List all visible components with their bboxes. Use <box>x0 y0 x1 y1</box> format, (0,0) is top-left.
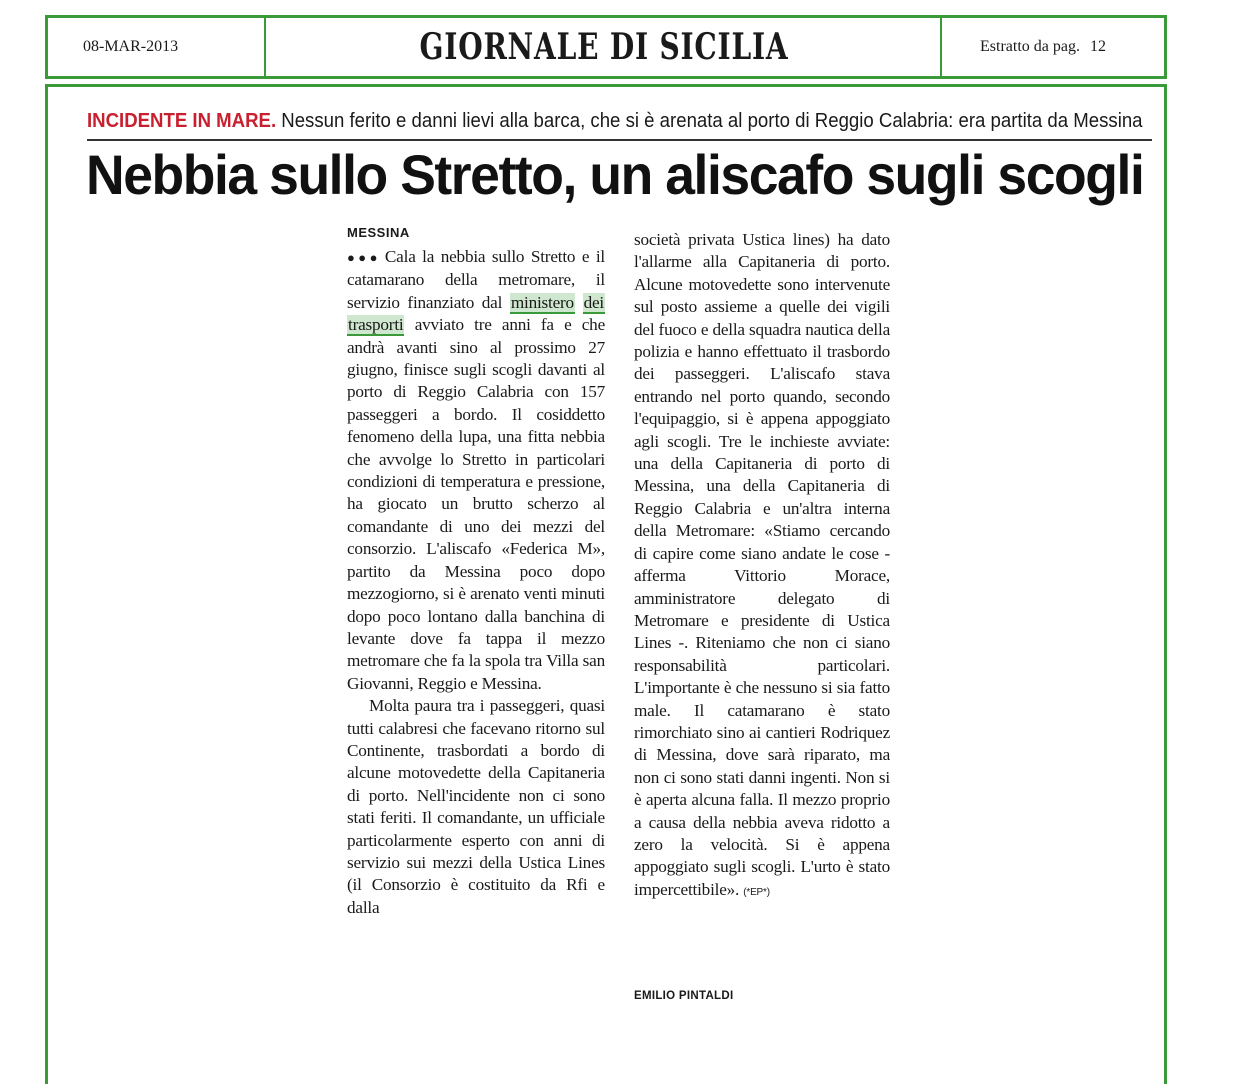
page-header <box>45 15 1167 79</box>
article-headline: Nebbia sullo Stretto, un aliscafo sugli scogli <box>86 143 1144 206</box>
highlighted-word: dei <box>583 292 604 312</box>
column-2-text: società privata Ustica lines) ha dato l'allarme alla Capitaneria di porto. Alcune motovedette sono intervenute sul posto assieme a quelle dei vigili del fuoco e della squadra nautica della polizia e hanno effettuato il trasbordo dei passeggeri. L'aliscafo stava entrando nel porto quando, secondo l'equipaggio, si è appena appoggiato agli scogli. Tre le inchieste avviate: una della Capitaneria di porto di Messina, una della Capitaneria di Reggio Calabria e un'altra interna della Metromare: «Stiamo cercando di capire come siano andate le cose - afferma Vittorio Morace, amministratore delegato di Metromare e presidente di Ustica Lines -. Riteniamo che non ci siano responsabilità particolari. L'importante è che nessuno si sia fatto male. Il catamarano è stato rimorchiato sino ai cantieri Rodriquez di Messina, dove sarà riparato, ma non ci sono stati danni ingenti. Non si è aperta alcuna falla. Il mezzo proprio a causa della nebbia aveva ridotto a zero la velocità. Si è appena appoggiato sugli scogli. L'urto è stato impercettibile». <box>634 230 890 899</box>
dateline: MESSINA <box>347 225 410 240</box>
article-kicker <box>87 110 1143 133</box>
paragraph-1-start: Cala la nebbia sullo Stretto e il catamarano della metromare, il servizio finanziato dal <box>347 247 605 312</box>
kicker-rule <box>87 139 1152 141</box>
editor-note: (*EP*) <box>743 886 770 898</box>
publication-date: 08-MAR-2013 <box>48 18 266 76</box>
kicker-text: Nessun ferito e danni lievi alla barca, che si è arenata al porto di Reggio Calabria: era partita da Messina <box>281 110 1143 132</box>
paragraph-1 <box>347 246 605 695</box>
article-frame <box>45 84 1167 1084</box>
highlighted-word: ministero <box>510 292 574 312</box>
page-extract-info <box>940 18 1164 76</box>
lead-dots-icon: ●●● <box>347 250 381 265</box>
paragraph-2: Molta paura tra i passeggeri, quasi tutti calabresi che facevano ritorno sul Continente, trasbordati a bordo di alcune motovedette della Capitaneria di porto. Nell'incidente non ci sono stati feriti. Il comandante, un ufficiale particolarmente esperto con anni di servizio sui mezzi della Ustica Lines (il Consorzio è costituito da Rfi e dalla <box>347 696 605 917</box>
highlighted-word: trasporti <box>348 315 404 335</box>
author-byline: EMILIO PINTALDI <box>634 990 734 1002</box>
paragraph-1-rest: avviato tre anni fa e che andrà avanti sino al prossimo 27 giugno, finisce sugli scogli davanti al porto di Reggio Calabria con 157 passeggeri a bordo. Il cosiddetto fenomeno della lupa, una fitta nebbia che avvolge lo Stretto in particolari condizioni di temperatura e pressione, ha giocato un brutto scherzo al comandante di uno dei mezzi del consorzio. L'aliscafo «Federica M», partito da Messina poco dopo mezzogiorno, si è arenato venti minuti dopo poco lontano dalla banchina di levante dove fa tappa il mezzo metromare che fa la spola tra Villa san Giovanni, Reggio e Messina. <box>347 315 605 693</box>
page-number: 12 <box>1089 38 1106 55</box>
kicker-label: INCIDENTE IN MARE. <box>87 110 277 132</box>
article-column-1 <box>347 246 605 919</box>
article-column-2 <box>634 229 890 904</box>
newspaper-masthead: GIORNALE DI SICILIA <box>419 26 789 68</box>
extract-label: Estratto da pag. <box>980 38 1080 55</box>
